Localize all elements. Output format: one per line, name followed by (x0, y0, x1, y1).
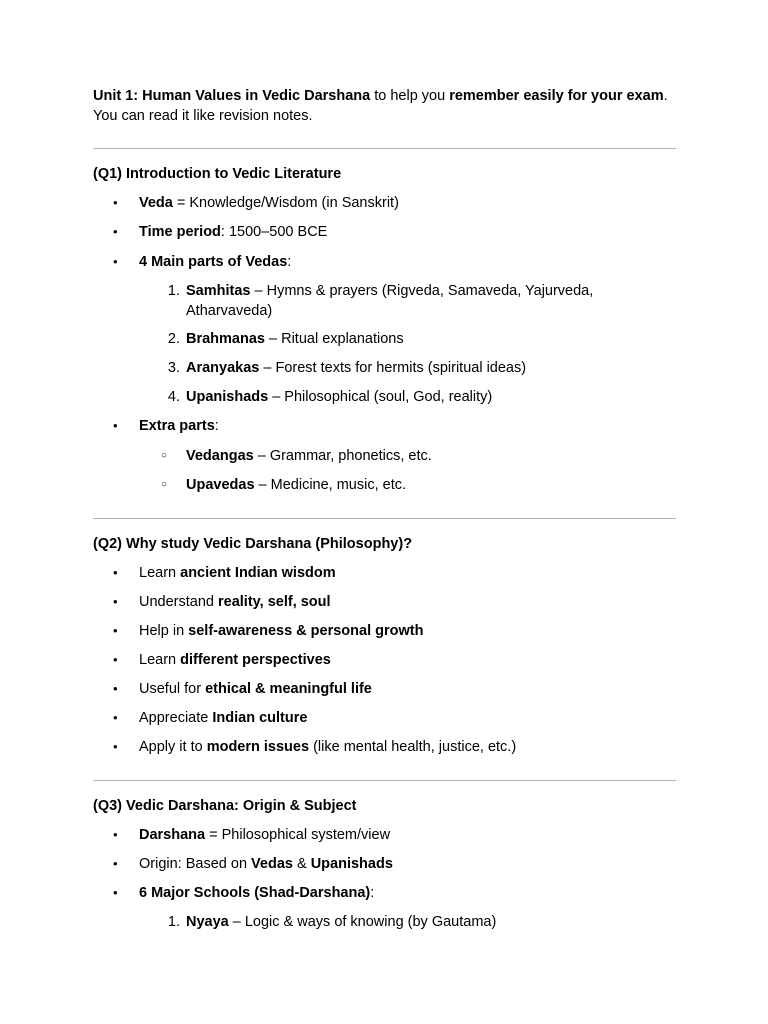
item-text: Appreciate (139, 710, 213, 726)
item-text: : (287, 254, 292, 270)
divider (93, 780, 676, 781)
bullet: • (113, 224, 118, 239)
item-text: : (370, 885, 375, 901)
item-text: : 1500–500 BCE (220, 224, 328, 240)
item-term: Darshana (139, 827, 206, 843)
item-term: ancient Indian wisdom (180, 565, 336, 581)
bullet: • (113, 710, 118, 725)
divider (93, 518, 676, 519)
item-term: Nyaya (186, 914, 229, 930)
item-text: Useful for (139, 681, 206, 697)
intro-text-2: . You can read it like revision notes. (93, 88, 668, 124)
q1-heading: (Q1) Introduction to Vedic Literature (93, 166, 342, 182)
item-term: 4 Main parts of Vedas (139, 254, 288, 270)
item-text: Understand (139, 594, 218, 610)
q2-heading: (Q2) Why study Vedic Darshana (Philosophy)? (93, 536, 413, 552)
bullet: • (113, 565, 118, 580)
item-text: – Medicine, music, etc. (254, 477, 407, 493)
bullet: • (113, 418, 118, 433)
intro-paragraph (93, 86, 683, 126)
item-text: = Philosophical system/view (205, 827, 391, 843)
item-term: modern issues (206, 739, 310, 755)
bullet: • (113, 885, 118, 900)
bullet: • (113, 827, 118, 842)
item-term: self-awareness & personal growth (188, 623, 424, 639)
item-term: Extra parts (139, 418, 215, 434)
item-text: – Ritual explanations (264, 331, 404, 347)
item-number: 3. (167, 360, 180, 376)
intro-unit-title: Unit 1: Human Values in Vedic Darshana (93, 88, 371, 104)
item-number: 1. (167, 914, 180, 930)
divider (93, 148, 676, 149)
bullet: • (113, 623, 118, 638)
circle-bullet: ○ (161, 450, 168, 461)
item-number: 1. (167, 283, 180, 299)
item-term: 6 Major Schools (Shad-Darshana) (139, 885, 371, 901)
bullet: • (113, 652, 118, 667)
item-number: 4. (167, 389, 180, 405)
intro-text-1: to help you (370, 88, 450, 104)
bullet: • (113, 681, 118, 696)
item-term: Samhitas (186, 283, 251, 299)
item-term: different perspectives (180, 652, 331, 668)
item-text: – Forest texts for hermits (spiritual ideas) (259, 360, 527, 376)
item-text: Apply it to (139, 739, 207, 755)
bullet: • (113, 739, 118, 754)
item-term: reality, self, soul (218, 594, 331, 610)
item-text: – Hymns & prayers (Rigveda, Samaveda, Yajurveda, (250, 283, 594, 299)
item-text: Learn (139, 565, 181, 581)
bullet: • (113, 856, 118, 871)
q3-heading: (Q3) Vedic Darshana: Origin & Subject (93, 798, 357, 814)
item-term: Vedangas (186, 448, 254, 464)
bullet: • (113, 254, 118, 269)
item-text: Learn (139, 652, 181, 668)
circle-bullet: ○ (161, 479, 168, 490)
item-text: Help in (139, 623, 189, 639)
bullet: • (113, 594, 118, 609)
item-text: – Logic & ways of knowing (by Gautama) (228, 914, 497, 930)
item-term: Aranyakas (186, 360, 260, 376)
item-text: Atharvaveda) (186, 303, 273, 319)
item-term: ethical & meaningful life (205, 681, 372, 697)
item-number: 2. (167, 331, 180, 347)
item-text: : (214, 418, 219, 434)
item-text: & (292, 856, 311, 872)
item-term: Upanishads (310, 856, 393, 872)
item-term: Brahmanas (186, 331, 265, 347)
intro-emphasis: remember easily for your exam (449, 88, 664, 104)
item-term: Upanishads (186, 389, 269, 405)
item-text: = Knowledge/Wisdom (in Sanskrit) (172, 195, 399, 211)
item-text: (like mental health, justice, etc.) (309, 739, 517, 755)
item-term: Indian culture (212, 710, 308, 726)
item-text: – Philosophical (soul, God, reality) (268, 389, 493, 405)
item-term: Veda (139, 195, 173, 211)
item-term: Vedas (251, 856, 293, 872)
item-term: Upavedas (186, 477, 255, 493)
item-text: – Grammar, phonetics, etc. (253, 448, 432, 464)
item-term: Time period (139, 224, 221, 240)
bullet: • (113, 195, 118, 210)
item-text: Origin: Based on (139, 856, 252, 872)
